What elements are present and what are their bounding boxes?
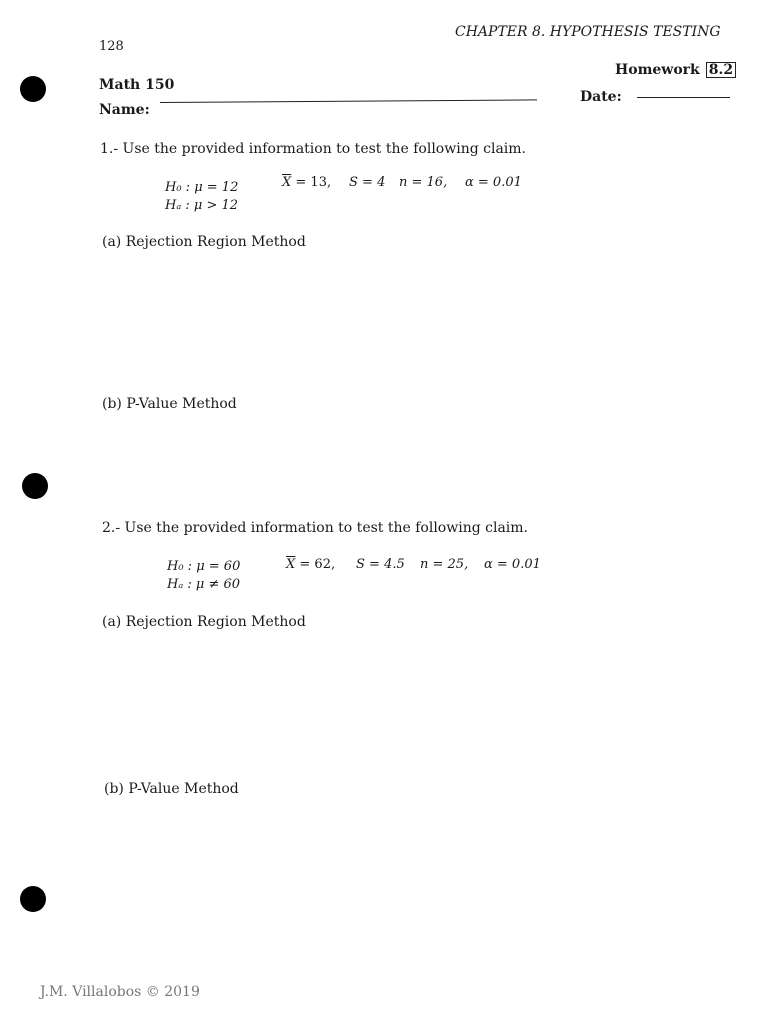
name-field-line[interactable] [160, 99, 537, 103]
problem-2-std-dev: S = 4.5 [356, 557, 405, 572]
binder-hole-bottom [20, 886, 46, 912]
binder-hole-top [20, 76, 46, 102]
copyright-footer: J.M. Villalobos © 2019 [40, 984, 200, 1000]
problem-2-xbar-value: = 62, [295, 557, 336, 572]
problem-2-alt-hypothesis: Hₐ : μ ≠ 60 [167, 577, 241, 592]
homework-label-group [615, 62, 736, 78]
problem-2-sample-size: n = 25, [420, 557, 469, 572]
problem-1-xbar-symbol: $\overline{X}$ [282, 175, 292, 190]
problem-1-prompt: 1.- Use the provided information to test the following claim. [100, 141, 526, 157]
date-field-line[interactable] [637, 97, 730, 98]
problem-1-sample-mean [282, 175, 331, 190]
problem-1-null-hypothesis: H₀ : μ = 12 [165, 180, 239, 195]
problem-1-sample-size: n = 16, [399, 175, 448, 190]
problem-2-null-hypothesis: H₀ : μ = 60 [167, 559, 241, 574]
chapter-title: CHAPTER 8. HYPOTHESIS TESTING [455, 24, 721, 40]
name-label: Name: [99, 102, 150, 118]
problem-1-std-dev: S = 4 [349, 175, 386, 190]
problem-2-prompt: 2.- Use the provided information to test the following claim. [102, 520, 528, 536]
binder-hole-middle [22, 473, 48, 499]
problem-1-alpha: α = 0.01 [465, 175, 522, 190]
problem-1-alt-hypothesis: Hₐ : μ > 12 [165, 198, 239, 213]
problem-2-sample-mean [286, 557, 335, 572]
homework-number: 8.2 [706, 62, 736, 78]
problem-2-part-a: (a) Rejection Region Method [102, 614, 306, 630]
problem-1-xbar-value: = 13, [291, 175, 332, 190]
problem-1-part-a: (a) Rejection Region Method [102, 234, 306, 250]
problem-2-alpha: α = 0.01 [484, 557, 541, 572]
course-name: Math 150 [99, 77, 175, 93]
problem-2-xbar-symbol: $\overline{X}$ [286, 557, 296, 572]
problem-2-part-b: (b) P-Value Method [104, 781, 239, 797]
problem-1-part-b: (b) P-Value Method [102, 396, 237, 412]
homework-label: Homework [615, 62, 700, 78]
date-label: Date: [580, 89, 622, 105]
page-number: 128 [99, 39, 124, 54]
